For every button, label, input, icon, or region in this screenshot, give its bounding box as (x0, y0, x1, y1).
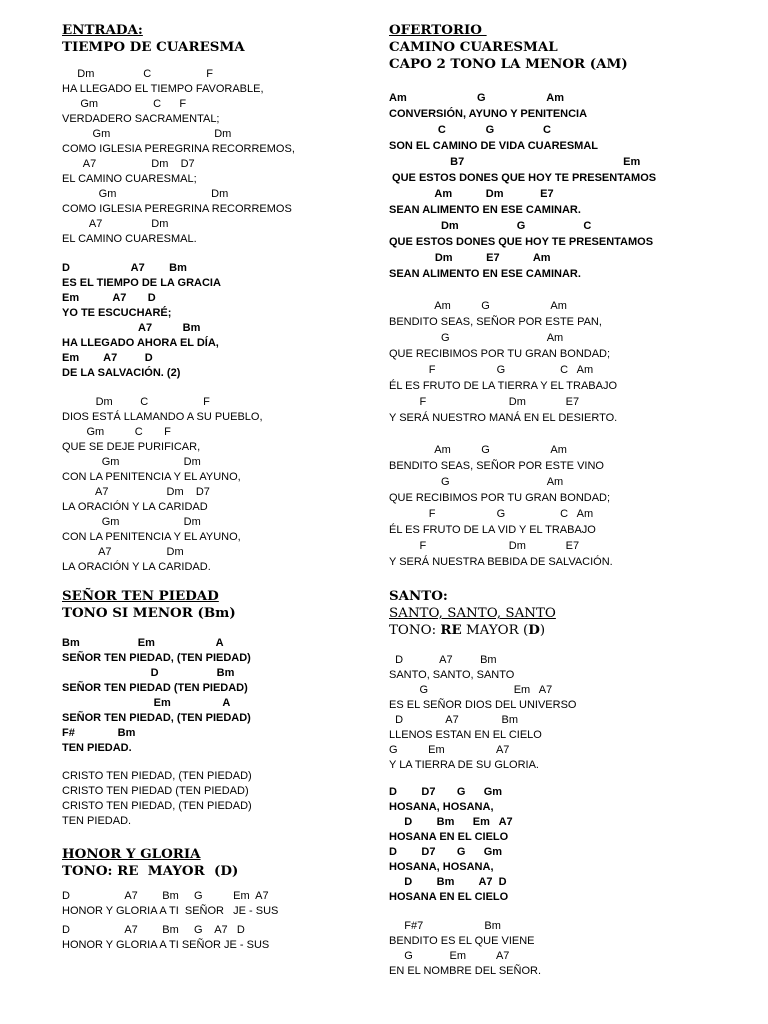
chord-line: Am Dm E7 (389, 188, 554, 200)
lyric-line: LA ORACIÓN Y LA CARIDAD (62, 501, 208, 513)
ofertorio-part3 (389, 442, 761, 570)
lyric-line: ÉL ES FRUTO DE LA TIERRA Y EL TRABAJO (389, 380, 618, 392)
lyric-line: VERDADERO SACRAMENTAL; (62, 113, 220, 125)
lyric-line: EN EL NOMBRE DEL SEÑOR. (389, 965, 541, 977)
lyric-line: EL CAMINO CUARESMAL; (62, 173, 197, 185)
gloria-title: HONOR Y GLORIA (62, 846, 201, 862)
lyric-line: CRISTO TEN PIEDAD, (TEN PIEDAD) (62, 770, 252, 782)
chord-line: Am G Am (389, 300, 567, 312)
chord-line: Gm Dm (62, 516, 201, 528)
santo-part3 (389, 919, 761, 979)
lyric-line: SANTO, SANTO, SANTO (389, 669, 515, 681)
ofertorio-part2 (389, 298, 761, 426)
chord-line: D A7 Bm G A7 D (62, 924, 245, 936)
lyric-line: YO TE ESCUCHARÉ; (62, 307, 172, 319)
lyric-line: HOSANA, HOSANA, (389, 861, 494, 873)
lyric-line: QUE SE DEJE PURIFICAR, (62, 441, 201, 453)
lyric-line: HA LLEGADO EL TIEMPO FAVORABLE, (62, 83, 264, 95)
chord-line: Em A7 D (62, 292, 156, 304)
lyric-line: BENDITO ES EL QUE VIENE (389, 935, 535, 947)
lyric-line: SON EL CAMINO DE VIDA CUARESMAL (389, 140, 599, 152)
piedad-section (62, 588, 382, 622)
ofertorio-subtitle: CAMINO CUARESMAL (389, 39, 558, 55)
chord-line: G Am (389, 476, 564, 488)
entrada-verse2 (62, 395, 382, 575)
lyric-line: HONOR Y GLORIA A TI SEÑOR JE - SUS (62, 905, 279, 917)
chord-line: F G C Am (389, 508, 594, 520)
entrada-title: ENTRADA: (62, 22, 143, 38)
piedad-subtitle: TONO SI MENOR (Bm) (62, 605, 236, 621)
lyric-line: Y LA TIERRA DE SU GLORIA. (389, 759, 539, 771)
chord-line: D A7 Bm (389, 714, 518, 726)
lyric-line: LA ORACIÓN Y LA CARIDAD. (62, 561, 211, 573)
chord-line: Em A7 D (62, 352, 153, 364)
lyric-line: DIOS ESTÁ LLAMANDO A SU PUEBLO, (62, 411, 263, 423)
lyric-line: HOSANA EN EL CIELO (389, 831, 509, 843)
chord-line: A7 Bm (62, 322, 201, 334)
lyric-line: QUE ESTOS DONES QUE HOY TE PRESENTAMOS (389, 172, 657, 184)
chord-line: G Em A7 (389, 744, 510, 756)
lyric-line: SEÑOR TEN PIEDAD, (TEN PIEDAD) (62, 712, 251, 724)
chord-line: Em A (62, 697, 231, 709)
lyric-line: EL CAMINO CUARESMAL. (62, 233, 197, 245)
santo-section (389, 588, 761, 639)
chord-line: D D7 G Gm (389, 846, 503, 858)
chord-line: Dm C F (62, 68, 213, 80)
chord-line: F#7 Bm (389, 920, 501, 932)
gloria-lines (62, 889, 382, 953)
chord-line: Gm Dm (62, 128, 232, 140)
chord-line: F G C Am (389, 364, 594, 376)
lyric-line: DE LA SALVACIÓN. (2) (62, 367, 181, 379)
lyric-line: COMO IGLESIA PEREGRINA RECORREMOS (62, 203, 292, 215)
lyric-line: ES EL TIEMPO DE LA GRACIA (62, 277, 221, 289)
chord-line: Am G Am (389, 444, 567, 456)
lyric-line: HOSANA EN EL CIELO (389, 891, 509, 903)
lyric-line: BENDITO SEAS, SEÑOR POR ESTE PAN, (389, 316, 602, 328)
lyric-line: CRISTO TEN PIEDAD, (TEN PIEDAD) (62, 800, 252, 812)
ofertorio-capo: CAPO 2 TONO LA MENOR (AM) (389, 56, 628, 72)
chord-line: A7 Dm (62, 218, 169, 230)
santo-part1 (389, 653, 761, 773)
chord-line: F# Bm (62, 727, 136, 739)
entrada-section (62, 22, 382, 56)
lyric-line: SEAN ALIMENTO EN ESE CAMINAR. (389, 204, 581, 216)
entrada-chorus (62, 261, 382, 381)
chord-line: F Dm E7 (389, 396, 580, 408)
lyric-line: BENDITO SEAS, SEÑOR POR ESTE VINO (389, 460, 604, 472)
chord-line: D A7 Bm (62, 262, 187, 274)
chord-line: G Am (389, 332, 564, 344)
chord-line: Dm C F (62, 396, 210, 408)
lyric-line: CONVERSIÓN, AYUNO Y PENITENCIA (389, 108, 588, 120)
chord-line: D Bm A7 D (389, 876, 507, 888)
lyric-line: LLENOS ESTAN EN EL CIELO (389, 729, 542, 741)
lyric-line: HA LLEGADO AHORA EL DÍA, (62, 337, 219, 349)
entrada-subtitle: TIEMPO DE CUARESMA (62, 39, 245, 55)
chord-line: B7 Em (389, 156, 641, 168)
lyric-line: SEÑOR TEN PIEDAD, (TEN PIEDAD) (62, 652, 251, 664)
lyric-line: ÉL ES FRUTO DE LA VID Y EL TRABAJO (389, 524, 596, 536)
lyric-line: HOSANA, HOSANA, (389, 801, 494, 813)
lyric-line: QUE ESTOS DONES QUE HOY TE PRESENTAMOS (389, 236, 654, 248)
chord-line: A7 Dm D7 (62, 158, 195, 170)
santo-title: SANTO: (389, 588, 448, 604)
chord-line: D A7 Bm (389, 654, 497, 666)
ofertorio-part1 (389, 90, 761, 282)
santo-tono: TONO: RE MAYOR (D) (389, 622, 546, 638)
gloria-section (62, 846, 382, 880)
chord-line: D Bm (62, 667, 235, 679)
chord-line: G Em A7 (389, 684, 553, 696)
chord-line: D A7 Bm G Em A7 (62, 890, 269, 902)
chord-line: Bm Em A (62, 637, 224, 649)
lyric-line: Y SERÁ NUESTRO MANÁ EN EL DESIERTO. (389, 412, 618, 424)
chord-line: Am G Am (389, 92, 565, 104)
lyric-line: QUE RECIBIMOS POR TU GRAN BONDAD; (389, 348, 611, 360)
piedad-part1 (62, 636, 382, 756)
piedad-title: SEÑOR TEN PIEDAD (62, 588, 219, 604)
chord-line: D D7 G Gm (389, 786, 503, 798)
lyric-line: HONOR Y GLORIA A TI SEÑOR JE - SUS (62, 939, 270, 951)
chord-line: C G C (389, 124, 551, 136)
lyric-line: TEN PIEDAD. (62, 815, 132, 827)
piedad-part2 (62, 769, 382, 829)
chord-line: A7 Dm (62, 546, 184, 558)
chord-line: D Bm Em A7 (389, 816, 513, 828)
lyric-line: SEAN ALIMENTO EN ESE CAMINAR. (389, 268, 581, 280)
chord-line: Gm C F (62, 98, 187, 110)
lyric-line: COMO IGLESIA PEREGRINA RECORREMOS, (62, 143, 295, 155)
chord-line: Gm Dm (62, 456, 201, 468)
chord-line: Gm Dm (62, 188, 229, 200)
ofertorio-section (389, 22, 761, 73)
chord-line: Dm G C (389, 220, 592, 232)
lyric-line: TEN PIEDAD. (62, 742, 132, 754)
gloria-subtitle: TONO: RE MAYOR (D) (62, 863, 239, 879)
lyric-line: CON LA PENITENCIA Y EL AYUNO, (62, 531, 241, 543)
santo-subtitle: SANTO, SANTO, SANTO (389, 606, 556, 621)
lyric-line: QUE RECIBIMOS POR TU GRAN BONDAD; (389, 492, 611, 504)
lyric-line: CON LA PENITENCIA Y EL AYUNO, (62, 471, 241, 483)
chord-line: Dm E7 Am (389, 252, 551, 264)
lyric-line: ES EL SEÑOR DIOS DEL UNIVERSO (389, 699, 577, 711)
chord-line: A7 Dm D7 (62, 486, 210, 498)
santo-hosana (389, 785, 761, 905)
lyric-line: CRISTO TEN PIEDAD (TEN PIEDAD) (62, 785, 249, 797)
lyric-line: Y SERÁ NUESTRA BEBIDA DE SALVACIÓN. (389, 556, 613, 568)
ofertorio-title: OFERTORIO (389, 22, 487, 38)
chord-line: G Em A7 (389, 950, 510, 962)
chord-line: Gm C F (62, 426, 171, 438)
entrada-verse1 (62, 67, 382, 247)
chord-line: F Dm E7 (389, 540, 580, 552)
lyric-line: SEÑOR TEN PIEDAD (TEN PIEDAD) (62, 682, 248, 694)
